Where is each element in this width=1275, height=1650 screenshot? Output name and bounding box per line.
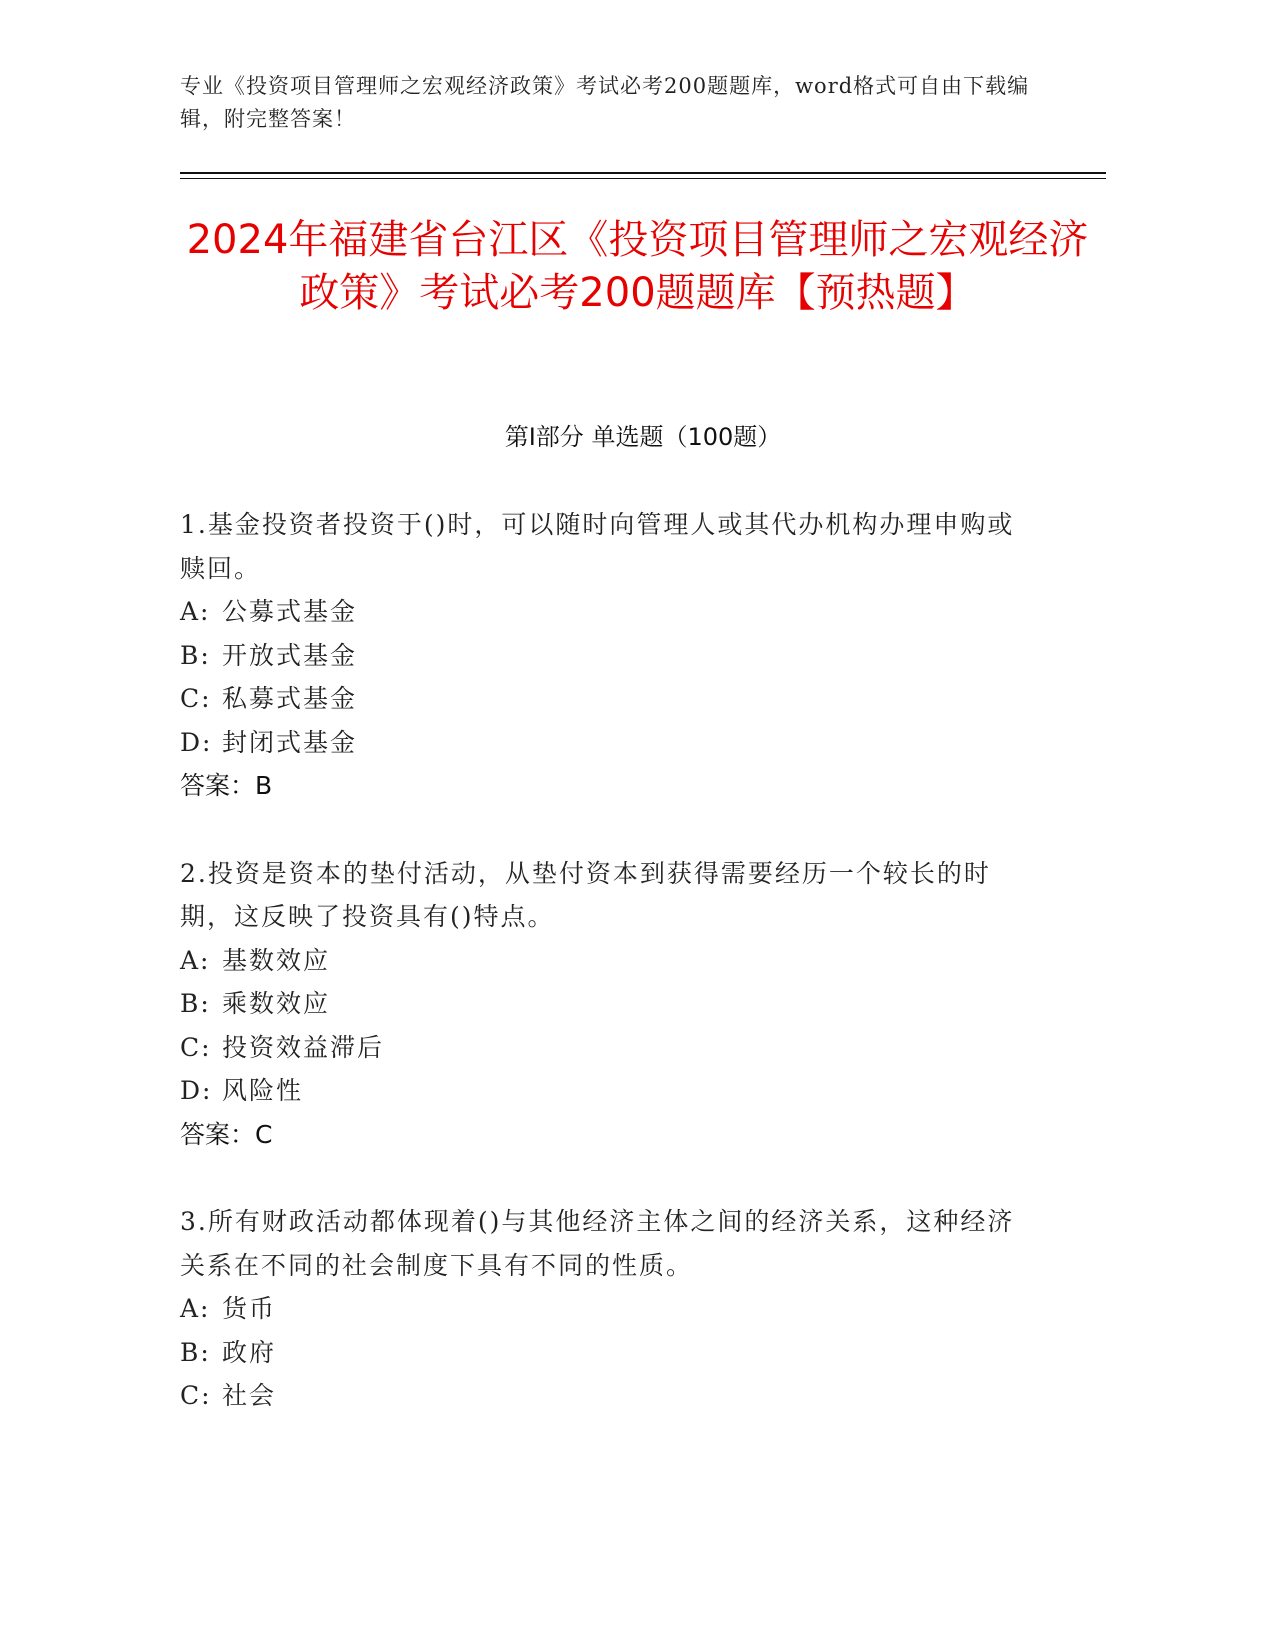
document-title: 2024年福建省台江区《投资项目管理师之宏观经济政策》考试必考200题题库【预热题】 [186,217,1089,316]
answer-prefix: 答案： [180,1119,256,1149]
option-d [180,721,1040,765]
option-a [180,590,1040,634]
option-text: 公募式基金 [222,597,358,626]
question-text: 1.基金投资者投资于()时，可以随时向管理人或其代办机构办理申购或赎回。 [180,510,1015,583]
option-text: 封闭式基金 [222,727,358,757]
option-key: C: [180,684,212,713]
header-note: 专业《投资项目管理师之宏观经济政策》考试必考200题题库，word格式可自由下载编辑，附完整答案！ [180,74,1030,131]
question-3 [180,1200,1040,1418]
answer-value: C [255,1119,273,1149]
section-heading: 第Ⅰ部分 单选题（100题） [504,423,782,451]
question-list [180,503,1040,1462]
option-key: B: [180,1337,211,1367]
option-d [180,1069,1040,1113]
option-c [180,1026,1040,1070]
option-key: C: [180,1381,212,1410]
option-text: 风险性 [222,1076,304,1105]
option-text: 社会 [222,1381,277,1410]
option-key: D: [180,1076,213,1105]
option-text: 私募式基金 [222,684,358,713]
option-key: C: [180,1032,212,1062]
option-key: A: [180,597,211,626]
option-key: D: [180,727,213,757]
option-key: A: [180,1294,211,1323]
option-key: B: [180,989,211,1018]
option-key: A: [180,945,211,975]
option-text: 开放式基金 [222,640,358,670]
option-text: 货币 [222,1294,277,1323]
option-c [180,677,1040,721]
question-text: 2.投资是资本的垫付活动，从垫付资本到获得需要经历一个较长的时期，这反映了投资具有()特点。 [180,858,991,931]
header-divider-thin [180,178,1106,179]
question-2 [180,852,1040,1157]
answer-line [180,764,1040,808]
option-text: 乘数效应 [222,989,331,1018]
option-text: 基数效应 [222,945,331,975]
option-c [180,1374,1040,1418]
option-text: 投资效益滞后 [222,1032,385,1062]
option-text: 政府 [222,1337,277,1367]
header-divider-thick [180,172,1106,174]
answer-line [180,1113,1040,1157]
option-a [180,939,1040,983]
option-b [180,982,1040,1026]
answer-value: B [255,771,273,800]
question-text: 3.所有财政活动都体现着()与其他经济主体之间的经济关系，这种经济关系在不同的社会制度下具有不同的性质。 [180,1207,1015,1280]
option-b [180,634,1040,678]
option-key: B: [180,640,211,670]
option-a [180,1287,1040,1331]
option-b [180,1331,1040,1375]
question-1 [180,503,1040,808]
answer-prefix: 答案： [180,771,256,800]
